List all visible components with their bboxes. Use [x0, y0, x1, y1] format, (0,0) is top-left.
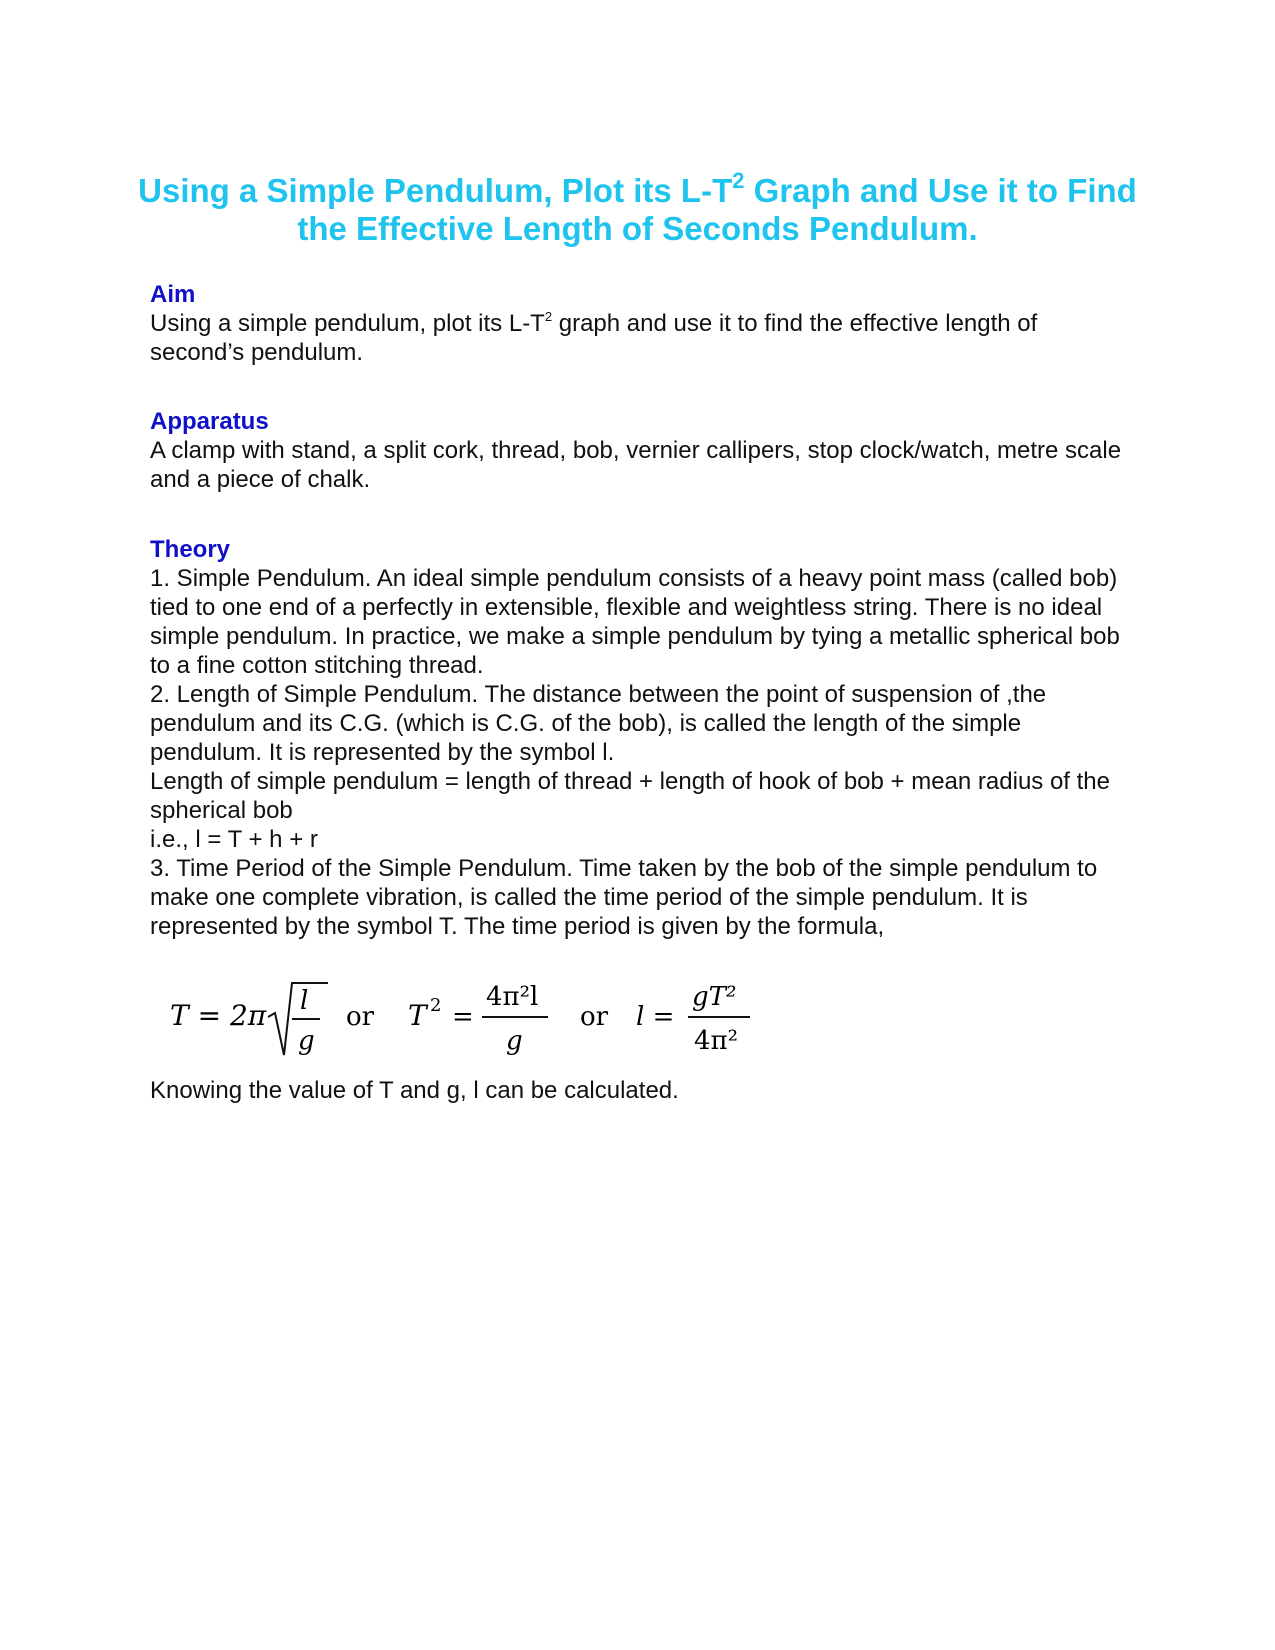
- formula-3-lhs: l =: [636, 1002, 675, 1032]
- theory-heading: Theory: [150, 536, 231, 563]
- aim-text: [150, 309, 1130, 367]
- title-part-2: Graph and Use it to Find the Effective Length of Seconds Pendulum.: [297, 172, 1137, 248]
- formula-2-lhs: T: [408, 999, 427, 1032]
- formula-2-exponent: 2: [430, 995, 442, 1016]
- formula-or-1: or: [346, 1002, 375, 1032]
- period-formula: [170, 965, 810, 1070]
- title-part-1: Using a Simple Pendulum, Plot its L-T: [138, 172, 733, 210]
- aim-text-part-2: graph and use it to find the effective length of second’s pendulum.: [150, 310, 1038, 366]
- closing-section: [150, 1076, 1130, 1105]
- formula-2-numerator: 4π²l: [486, 982, 539, 1012]
- document-title: [120, 168, 1155, 248]
- formula-3-denominator: 4π²: [694, 1026, 739, 1056]
- formula-or-2: or: [580, 1002, 609, 1032]
- formula-svg: [170, 965, 810, 1070]
- title-superscript: 2: [732, 168, 745, 194]
- apparatus-text: A clamp with stand, a split cork, thread, bob, vernier callipers, stop clock/watch, metre scale and a piece of chalk.: [150, 437, 1122, 493]
- formula-1-lhs: T = 2π: [170, 999, 267, 1032]
- theory-length-ie: i.e., l = T + h + r: [150, 826, 318, 853]
- formula-2-equals: =: [452, 1002, 474, 1032]
- theory-length-formula: Length of simple pendulum = length of thread + length of hook of bob + mean radius of the spherical bob: [150, 768, 1110, 824]
- formula-1-denominator: g: [298, 1026, 315, 1056]
- theory-time-period: 3. Time Period of the Simple Pendulum. Time taken by the bob of the simple pendulum to make one complete vibration, is called the time period of the simple pendulum. It is represented by the symbol T. The time period is given by the formula,: [150, 855, 1098, 940]
- apparatus-section: [150, 407, 1130, 494]
- closing-text: Knowing the value of T and g, l can be calculated.: [150, 1077, 679, 1104]
- theory-simple-pendulum: 1. Simple Pendulum. An ideal simple pendulum consists of a heavy point mass (called bob) tied to one end of a perfectly in extensible, flexible and weightless string. There is no ideal simple pendulum. In practice, we make a simple pendulum by tying a metallic spherical bob to a fine cotton stitching thread.: [150, 565, 1120, 679]
- formula-1-numerator: l: [300, 986, 309, 1016]
- aim-heading: Aim: [150, 281, 196, 308]
- aim-text-superscript: 2: [544, 309, 553, 324]
- aim-section: [150, 280, 1130, 367]
- theory-section: [150, 535, 1130, 941]
- theory-length: 2. Length of Simple Pendulum. The distance between the point of suspension of ,the pendulum and its C.G. (which is C.G. of the bob), is called the length of the simple pendulum. It is represented by the symbol l.: [150, 681, 1047, 766]
- aim-text-part-1: Using a simple pendulum, plot its L-T: [150, 310, 545, 337]
- formula-2-denominator: g: [506, 1026, 523, 1056]
- formula-3-numerator: gT²: [692, 982, 737, 1012]
- apparatus-heading: Apparatus: [150, 408, 269, 435]
